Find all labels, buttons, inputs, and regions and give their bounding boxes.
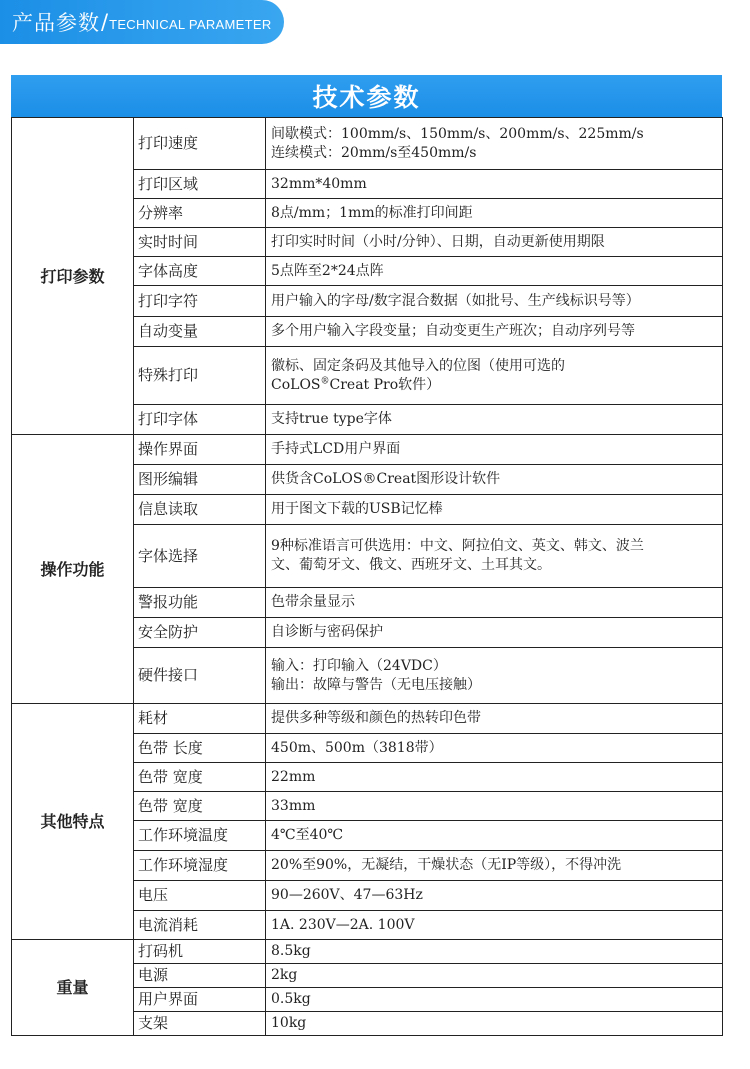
row-value <box>266 792 723 821</box>
value-line: 输出：故障与警告（无电压接触） <box>271 676 481 693</box>
value-line: 8点/mm；1mm的标准打印间距 <box>271 204 473 221</box>
row-value <box>266 763 723 792</box>
value-line: 提供多种等级和颜色的热转印色带 <box>271 710 481 726</box>
row-value <box>266 170 723 199</box>
row-value <box>266 734 723 763</box>
value-line: 0.5kg <box>271 991 311 1007</box>
row-value <box>266 648 723 704</box>
value-line: 多个用户输入字段变量；自动变更生产班次；自动序列号等 <box>271 323 635 339</box>
row-value <box>266 257 723 286</box>
table-title: 技术参数 <box>11 75 722 117</box>
table-row <box>12 940 723 964</box>
row-value <box>266 405 723 435</box>
row-label: 打印速度 <box>134 118 266 170</box>
row-label: 打印字体 <box>134 405 266 435</box>
value-line: 间歇模式：100mm/s、150mm/s、200mm/s、225mm/s <box>271 125 644 142</box>
row-label: 自动变量 <box>134 317 266 347</box>
row-label: 实时时间 <box>134 228 266 257</box>
value-line: 支持true type字体 <box>271 411 392 427</box>
row-label: 警报功能 <box>134 588 266 618</box>
section-title-slash: / <box>101 10 109 34</box>
row-label: 字体高度 <box>134 257 266 286</box>
value-line: 徽标、固定条码及其他导入的位图（使用可选的 <box>271 357 565 374</box>
row-value <box>266 588 723 618</box>
row-label: 打印区域 <box>134 170 266 199</box>
row-value <box>266 347 723 405</box>
row-label: 特殊打印 <box>134 347 266 405</box>
row-value <box>266 228 723 257</box>
row-value <box>266 940 723 964</box>
value-line: 2kg <box>271 967 298 983</box>
row-value <box>266 988 723 1012</box>
value-line: 色带余量显示 <box>271 594 355 610</box>
table-row <box>12 704 723 734</box>
registered-mark: ® <box>320 375 330 386</box>
row-label: 电源 <box>134 964 266 988</box>
row-label: 工作环境温度 <box>134 821 266 851</box>
value-line: 用于图文下载的USB记忆棒 <box>271 501 443 517</box>
value-line: 供货含CoLOS®Creat图形设计软件 <box>271 471 501 487</box>
row-value <box>266 435 723 465</box>
section-title-en: TECHNICAL PARAMETER <box>109 16 272 32</box>
row-label: 字体选择 <box>134 525 266 588</box>
row-value <box>266 821 723 851</box>
value-line: 8.5kg <box>271 943 311 959</box>
value-tail: Creat Pro软件） <box>329 376 441 393</box>
value-line: 4℃至40℃ <box>271 827 344 843</box>
row-value <box>266 964 723 988</box>
row-value <box>266 118 723 170</box>
row-label: 耗材 <box>134 704 266 734</box>
group-label: 打印参数 <box>12 118 134 435</box>
row-label: 电压 <box>134 881 266 911</box>
section-header <box>0 0 284 44</box>
row-label: 支架 <box>134 1012 266 1036</box>
value-line: 32mm*40mm <box>271 175 367 192</box>
row-value <box>266 911 723 940</box>
row-value <box>266 881 723 911</box>
row-label: 分辨率 <box>134 199 266 228</box>
row-label: 信息读取 <box>134 495 266 525</box>
value-line: 输入：打印输入（24VDC） <box>271 657 447 674</box>
row-label: 打印字符 <box>134 286 266 317</box>
value-line: 20%至90%，无凝结，干燥状态（无IP等级），不得冲洗 <box>271 857 622 873</box>
row-value <box>266 317 723 347</box>
group-label: 操作功能 <box>12 435 134 704</box>
row-label: 色带 宽度 <box>134 792 266 821</box>
value-line: 33mm <box>271 797 316 814</box>
value-line: CoLOS®Creat Pro软件） <box>271 375 441 393</box>
row-value <box>266 851 723 881</box>
row-value <box>266 286 723 317</box>
row-value <box>266 199 723 228</box>
row-label: 安全防护 <box>134 618 266 648</box>
row-value <box>266 704 723 734</box>
row-value <box>266 618 723 648</box>
value-line: 用户输入的字母/数字混合数据（如批号、生产线标识号等） <box>271 292 640 309</box>
value-line: 450m、500m（3818带） <box>271 739 443 756</box>
row-label: 色带 长度 <box>134 734 266 763</box>
row-label: 硬件接口 <box>134 648 266 704</box>
spec-table-container <box>11 75 722 1036</box>
group-label: 重量 <box>12 940 134 1036</box>
value-line: 手持式LCD用户界面 <box>271 441 401 457</box>
value-line: 9种标准语言可供选用：中文、阿拉伯文、英文、韩文、波兰 <box>271 538 644 554</box>
row-value <box>266 465 723 495</box>
row-label: 图形编辑 <box>134 465 266 495</box>
value-line: 90—260V、47—63Hz <box>271 887 423 903</box>
row-label: 打码机 <box>134 940 266 964</box>
value-line: 打印实时时间（小时/分钟）、日期，自动更新使用期限 <box>271 233 605 250</box>
group-label: 其他特点 <box>12 704 134 940</box>
row-label: 工作环境湿度 <box>134 851 266 881</box>
row-label: 电流消耗 <box>134 911 266 940</box>
value-line: 自诊断与密码保护 <box>271 624 383 640</box>
row-value <box>266 1012 723 1036</box>
value-line: 1A. 230V—2A. 100V <box>271 916 415 933</box>
row-value <box>266 495 723 525</box>
value-line: 10kg <box>271 1015 307 1031</box>
table-row <box>12 118 723 170</box>
row-label: 色带 宽度 <box>134 763 266 792</box>
value-line: 连续模式：20mm/s至450mm/s <box>271 144 477 161</box>
value-line: 5点阵至2*24点阵 <box>271 262 384 279</box>
value-line: 文、葡萄牙文、俄文、西班牙文、土耳其文。 <box>271 557 551 573</box>
table-row <box>12 435 723 465</box>
value-line: 22mm <box>271 768 316 785</box>
row-value <box>266 525 723 588</box>
section-title-cn: 产品参数 <box>12 11 100 35</box>
spec-table <box>11 117 723 1036</box>
row-label: 用户界面 <box>134 988 266 1012</box>
row-label: 操作界面 <box>134 435 266 465</box>
